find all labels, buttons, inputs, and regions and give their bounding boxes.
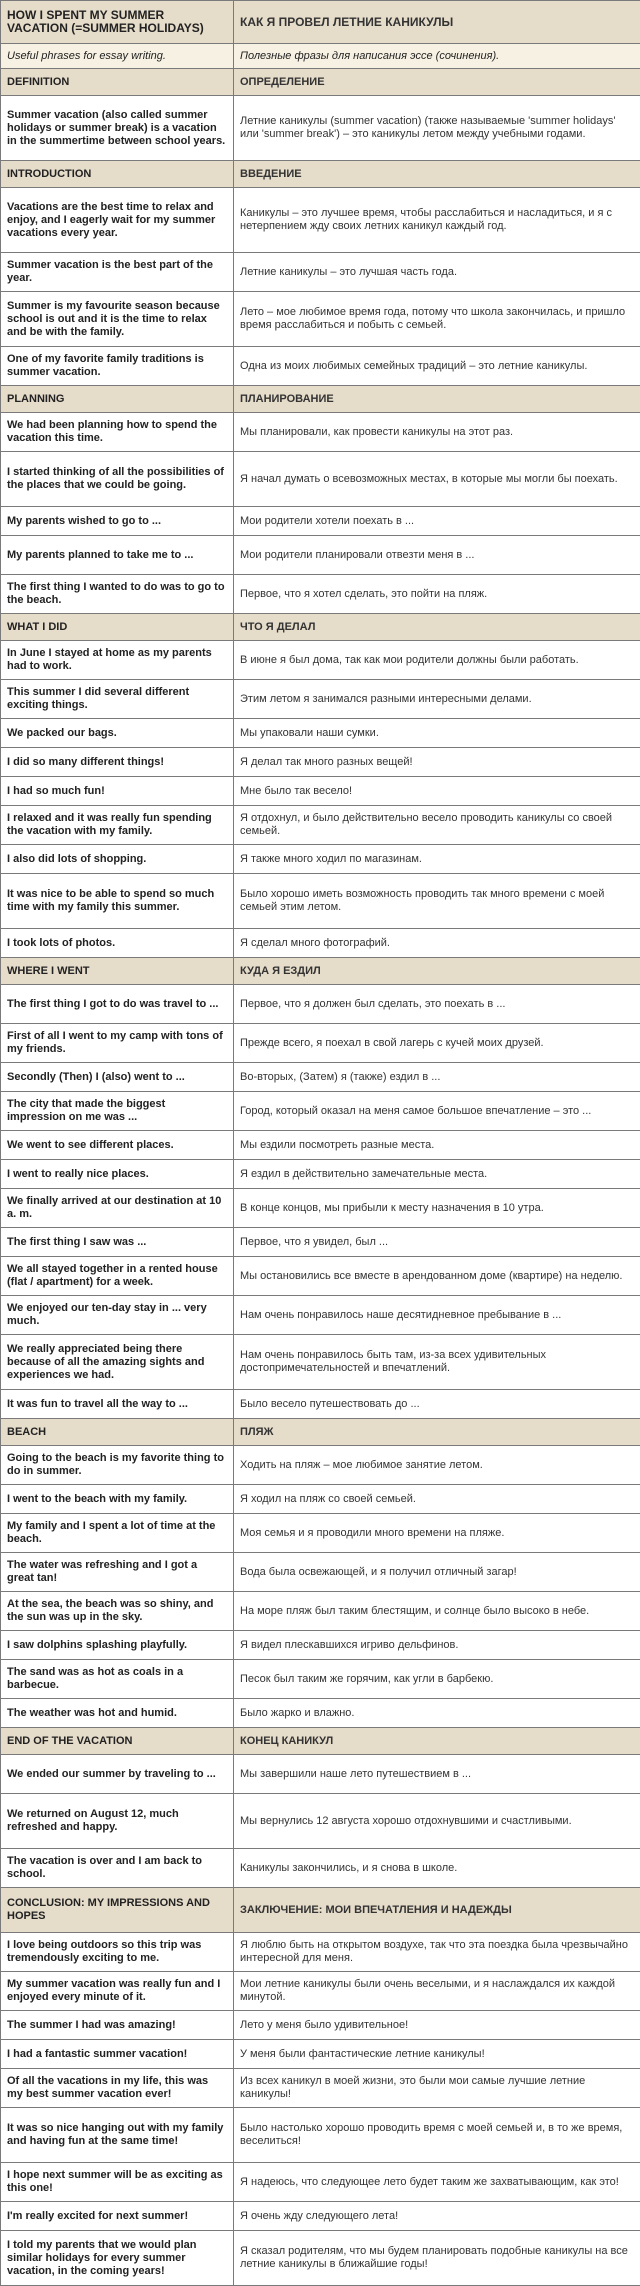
phrase-ru: Одна из моих любимых семейных традиций – это летние каникулы. xyxy=(234,347,640,386)
phrase-en: I also did lots of shopping. xyxy=(1,845,234,874)
phrase-row xyxy=(1,536,640,575)
phrase-en: I relaxed and it was really fun spending the vacation with my family. xyxy=(1,806,234,845)
phrase-ru: Я делал так много разных вещей! xyxy=(234,748,640,777)
phrase-row xyxy=(1,1514,640,1553)
phrase-ru: Этим летом я занимался разными интересными делами. xyxy=(234,680,640,719)
phrase-row xyxy=(1,413,640,452)
phrase-row xyxy=(1,1849,640,1888)
phrase-row xyxy=(1,680,640,719)
phrase-row xyxy=(1,1160,640,1189)
phrase-ru: Каникулы – это лучшее время, чтобы расслабиться и насладиться, и я с нетерпением жду своих летних каникул каждый год. xyxy=(234,188,640,253)
phrase-ru: Лето у меня было удивительное! xyxy=(234,2011,640,2040)
phrase-row xyxy=(1,1390,640,1419)
section-title-en: WHERE I WENT xyxy=(1,958,234,985)
note-ru: Полезные фразы для написания эссе (сочинения). xyxy=(234,44,640,69)
phrase-ru: Я начал думать о всевозможных местах, в которые мы могли бы поехать. xyxy=(234,452,640,507)
phrase-ru: Во-вторых, (Затем) я (также) ездил в ... xyxy=(234,1063,640,1092)
phrase-ru: Я люблю быть на открытом воздухе, так что эта поездка была чрезвычайно интересной для меня. xyxy=(234,1933,640,1972)
phrase-en: Of all the vacations in my life, this was my best summer vacation ever! xyxy=(1,2069,234,2108)
phrase-en: We finally arrived at our destination at 10 a. m. xyxy=(1,1189,234,1228)
phrase-en: We ended our summer by traveling to ... xyxy=(1,1755,234,1794)
section-title-en: INTRODUCTION xyxy=(1,161,234,188)
phrase-row xyxy=(1,347,640,386)
phrase-en: The first thing I got to do was travel to ... xyxy=(1,985,234,1024)
phrase-row xyxy=(1,2011,640,2040)
phrase-row xyxy=(1,748,640,777)
phrase-ru: Было хорошо иметь возможность проводить так много времени с моей семьей этим летом. xyxy=(234,874,640,929)
phrase-ru: Я ходил на пляж со своей семьей. xyxy=(234,1485,640,1514)
phrase-row xyxy=(1,2069,640,2108)
section-title-ru: КУДА Я ЕЗДИЛ xyxy=(240,965,321,977)
phrase-ru: В июне я был дома, так как мои родители должны были работать. xyxy=(234,641,640,680)
phrase-row xyxy=(1,1335,640,1390)
phrase-row xyxy=(1,452,640,507)
phrase-en: The water was refreshing and I got a great tan! xyxy=(1,1553,234,1592)
phrase-ru: Было весело путешествовать до ... xyxy=(234,1390,640,1419)
phrase-ru: Мне было так весело! xyxy=(234,777,640,806)
phrase-ru: Я надеюсь, что следующее лето будет таким же захватывающим, как это! xyxy=(234,2163,640,2202)
phrase-row xyxy=(1,2163,640,2202)
phrase-ru: Было настолько хорошо проводить время с моей семьей и, в то же время, веселиться! xyxy=(234,2108,640,2163)
phrase-row xyxy=(1,1024,640,1063)
phrase-en: The sand was as hot as coals in a barbecue. xyxy=(1,1660,234,1699)
phrase-row xyxy=(1,507,640,536)
phrase-ru: Мои летние каникулы были очень веселыми, и я наслаждался их каждой минутой. xyxy=(234,1972,640,2011)
phrases-table-body xyxy=(1,1,640,2286)
phrase-row xyxy=(1,1228,640,1257)
phrase-en: Secondly (Then) I (also) went to ... xyxy=(1,1063,234,1092)
phrase-row xyxy=(1,1131,640,1160)
phrase-ru: Я видел плескавшихся игриво дельфинов. xyxy=(234,1631,640,1660)
phrase-en: I told my parents that we would plan similar holidays for every summer vacation, in the coming years! xyxy=(1,2231,234,2286)
phrase-en: I went to the beach with my family. xyxy=(1,1485,234,1514)
phrase-row xyxy=(1,1446,640,1485)
phrase-en: It was nice to be able to spend so much time with my family this summer. xyxy=(1,874,234,929)
section-title-ru: ВВЕДЕНИЕ xyxy=(240,168,302,180)
section-header-row xyxy=(1,69,640,96)
phrase-ru: У меня были фантастические летние каникулы! xyxy=(234,2040,640,2069)
section-title-ru: КОНЕЦ КАНИКУЛ xyxy=(240,1735,333,1747)
phrase-row xyxy=(1,2040,640,2069)
phrase-en: The first thing I wanted to do was to go to the beach. xyxy=(1,575,234,614)
phrase-en: In June I stayed at home as my parents had to work. xyxy=(1,641,234,680)
phrase-en: This summer I did several different exciting things. xyxy=(1,680,234,719)
section-title-en: BEACH xyxy=(1,1419,234,1446)
phrase-en: It was so nice hanging out with my family and having fun at the same time! xyxy=(1,2108,234,2163)
phrase-ru: Я ездил в действительно замечательные места. xyxy=(234,1160,640,1189)
phrase-row xyxy=(1,1699,640,1728)
phrase-en: I took lots of photos. xyxy=(1,929,234,958)
phrase-ru: Мы остановились все вместе в арендованном доме (квартире) на неделю. xyxy=(234,1257,640,1296)
phrase-en: Vacations are the best time to relax and enjoy, and I eagerly wait for my summer vacations every year. xyxy=(1,188,234,253)
phrase-row xyxy=(1,2202,640,2231)
section-title-ru-cell xyxy=(234,161,640,188)
section-header-row xyxy=(1,1419,640,1446)
phrase-en: We all stayed together in a rented house (flat / apartment) for a week. xyxy=(1,1257,234,1296)
phrase-ru: Песок был таким же горячим, как угли в барбекю. xyxy=(234,1660,640,1699)
phrase-en: The weather was hot and humid. xyxy=(1,1699,234,1728)
section-title-ru: ПЛАНИРОВАНИЕ xyxy=(240,393,334,405)
phrase-ru: Каникулы закончились, и я снова в школе. xyxy=(234,1849,640,1888)
phrase-en: The first thing I saw was ... xyxy=(1,1228,234,1257)
phrase-ru: Моя семья и я проводили много времени на пляже. xyxy=(234,1514,640,1553)
section-header-row xyxy=(1,958,640,985)
phrase-row xyxy=(1,1972,640,2011)
phrase-en: My family and I spent a lot of time at the beach. xyxy=(1,1514,234,1553)
phrase-row xyxy=(1,1933,640,1972)
section-header-row xyxy=(1,1888,640,1933)
phrase-ru: Лето – мое любимое время года, потому что школа закончилась, и пришло время расслабиться и побыть с семьей. xyxy=(234,292,640,347)
phrase-en: I'm really excited for next summer! xyxy=(1,2202,234,2231)
phrase-en: Summer vacation (also called summer holidays or summer break) is a vacation in the summertime between school years. xyxy=(1,96,234,161)
phrase-row xyxy=(1,1063,640,1092)
phrase-row xyxy=(1,575,640,614)
phrase-ru: Мои родители планировали отвезти меня в ... xyxy=(234,536,640,575)
phrase-row xyxy=(1,806,640,845)
phrase-ru: Я сказал родителям, что мы будем планировать подобные каникулы на все летние каникулы в ближайшие годы! xyxy=(234,2231,640,2286)
phrase-row xyxy=(1,1553,640,1592)
phrase-ru: Нам очень понравилось быть там, из-за всех удивительных достопримечательностей и впечатлений. xyxy=(234,1335,640,1390)
phrase-row xyxy=(1,1092,640,1131)
phrase-ru: Мы вернулись 12 августа хорошо отдохнувшими и счастливыми. xyxy=(234,1794,640,1849)
section-title-ru-cell xyxy=(234,1888,640,1933)
note-en: Useful phrases for essay writing. xyxy=(1,44,234,69)
phrase-row xyxy=(1,96,640,161)
phrase-ru: Летние каникулы – это лучшая часть года. xyxy=(234,253,640,292)
phrase-row xyxy=(1,1296,640,1335)
phrase-row xyxy=(1,641,640,680)
section-header-row xyxy=(1,386,640,413)
phrase-en: My summer vacation was really fun and I enjoyed every minute of it. xyxy=(1,1972,234,2011)
phrase-row xyxy=(1,1257,640,1296)
section-title-ru-cell xyxy=(234,1728,640,1755)
phrase-en: One of my favorite family traditions is summer vacation. xyxy=(1,347,234,386)
phrase-en: Summer vacation is the best part of the year. xyxy=(1,253,234,292)
phrase-en: I love being outdoors so this trip was tremendously exciting to me. xyxy=(1,1933,234,1972)
phrase-en: I went to really nice places. xyxy=(1,1160,234,1189)
phrase-ru: Первое, что я хотел сделать, это пойти на пляж. xyxy=(234,575,640,614)
phrase-row xyxy=(1,777,640,806)
phrase-en: We packed our bags. xyxy=(1,719,234,748)
phrase-ru: В конце концов, мы прибыли к месту назначения в 10 утра. xyxy=(234,1189,640,1228)
phrase-row xyxy=(1,1794,640,1849)
title-ru-cell xyxy=(234,1,640,44)
phrase-en: I did so many different things! xyxy=(1,748,234,777)
phrase-ru: Мы упаковали наши сумки. xyxy=(234,719,640,748)
phrase-ru: Из всех каникул в моей жизни, это были мои самые лучшие летние каникулы! xyxy=(234,2069,640,2108)
phrase-en: I saw dolphins splashing playfully. xyxy=(1,1631,234,1660)
phrase-row xyxy=(1,253,640,292)
phrase-en: My parents wished to go to ... xyxy=(1,507,234,536)
phrase-ru: Первое, что я увидел, был ... xyxy=(234,1228,640,1257)
section-title-en: PLANNING xyxy=(1,386,234,413)
section-title-ru: ОПРЕДЕЛЕНИЕ xyxy=(240,76,325,88)
section-title-ru: ПЛЯЖ xyxy=(240,1426,273,1438)
title-en: HOW I SPENT MY SUMMER VACATION (=SUMMER HOLIDAYS) xyxy=(1,1,234,44)
section-title-ru: ЗАКЛЮЧЕНИЕ: МОИ ВПЕЧАТЛЕНИЯ И НАДЕЖДЫ xyxy=(240,1904,512,1916)
section-header-row xyxy=(1,1728,640,1755)
phrase-en: At the sea, the beach was so shiny, and the sun was up in the sky. xyxy=(1,1592,234,1631)
section-title-ru-cell xyxy=(234,958,640,985)
title-row xyxy=(1,1,640,44)
section-title-ru-cell xyxy=(234,386,640,413)
phrase-en: I had so much fun! xyxy=(1,777,234,806)
section-header-row xyxy=(1,614,640,641)
phrase-ru: Вода была освежающей, и я получил отличный загар! xyxy=(234,1553,640,1592)
phrase-row xyxy=(1,874,640,929)
phrase-ru: Я отдохнул, и было действительно весело проводить каникулы со своей семьей. xyxy=(234,806,640,845)
phrase-row xyxy=(1,1755,640,1794)
section-title-ru-cell xyxy=(234,1419,640,1446)
phrase-row xyxy=(1,292,640,347)
phrase-ru: Мои родители хотели поехать в ... xyxy=(234,507,640,536)
phrase-en: I had a fantastic summer vacation! xyxy=(1,2040,234,2069)
phrase-ru: Мы ездили посмотреть разные места. xyxy=(234,1131,640,1160)
phrase-en: We went to see different places. xyxy=(1,1131,234,1160)
phrase-row xyxy=(1,1189,640,1228)
phrase-en: Going to the beach is my favorite thing to do in summer. xyxy=(1,1446,234,1485)
section-title-en: DEFINITION xyxy=(1,69,234,96)
section-title-en: WHAT I DID xyxy=(1,614,234,641)
section-title-en: END OF THE VACATION xyxy=(1,1728,234,1755)
title-ru: КАК Я ПРОВЕЛ ЛЕТНИЕ КАНИКУЛЫ xyxy=(240,15,453,29)
section-title-ru: ЧТО Я ДЕЛАЛ xyxy=(240,621,315,633)
phrase-en: We really appreciated being there because of all the amazing sights and experiences we had. xyxy=(1,1335,234,1390)
phrase-row xyxy=(1,929,640,958)
phrase-row xyxy=(1,1631,640,1660)
phrase-row xyxy=(1,1485,640,1514)
phrase-en: My parents planned to take me to ... xyxy=(1,536,234,575)
phrase-ru: Я очень жду следующего лета! xyxy=(234,2202,640,2231)
note-row xyxy=(1,44,640,69)
phrase-en: We enjoyed our ten-day stay in ... very much. xyxy=(1,1296,234,1335)
phrase-row xyxy=(1,1660,640,1699)
phrase-en: I started thinking of all the possibilities of the places that we could be going. xyxy=(1,452,234,507)
phrase-row xyxy=(1,188,640,253)
section-title-en: CONCLUSION: MY IMPRESSIONS AND HOPES xyxy=(1,1888,234,1933)
section-title-ru-cell xyxy=(234,69,640,96)
phrase-ru: Город, который оказал на меня самое большое впечатление – это ... xyxy=(234,1092,640,1131)
phrase-ru: Я сделал много фотографий. xyxy=(234,929,640,958)
phrase-row xyxy=(1,2231,640,2286)
phrase-en: The city that made the biggest impression on me was ... xyxy=(1,1092,234,1131)
phrase-en: I hope next summer will be as exciting as this one! xyxy=(1,2163,234,2202)
section-header-row xyxy=(1,161,640,188)
phrase-en: The vacation is over and I am back to school. xyxy=(1,1849,234,1888)
phrase-ru: Мы завершили наше лето путешествием в ... xyxy=(234,1755,640,1794)
phrase-ru: Ходить на пляж – мое любимое занятие летом. xyxy=(234,1446,640,1485)
phrase-ru: Я также много ходил по магазинам. xyxy=(234,845,640,874)
phrase-ru: Первое, что я должен был сделать, это поехать в ... xyxy=(234,985,640,1024)
phrase-en: Summer is my favourite season because school is out and it is the time to relax and be with the family. xyxy=(1,292,234,347)
phrase-en: First of all I went to my camp with tons of my friends. xyxy=(1,1024,234,1063)
phrase-ru: Прежде всего, я поехал в свой лагерь с кучей моих друзей. xyxy=(234,1024,640,1063)
phrase-ru: Летние каникулы (summer vacation) (также называемые 'summer holidays' или 'summer break') – это каникулы летом между учебными годами. xyxy=(234,96,640,161)
phrase-row xyxy=(1,845,640,874)
phrase-row xyxy=(1,985,640,1024)
phrase-ru: Нам очень понравилось наше десятидневное пребывание в ... xyxy=(234,1296,640,1335)
phrase-en: We returned on August 12, much refreshed and happy. xyxy=(1,1794,234,1849)
phrase-row xyxy=(1,2108,640,2163)
phrase-row xyxy=(1,1592,640,1631)
phrase-en: We had been planning how to spend the vacation this time. xyxy=(1,413,234,452)
phrase-ru: На море пляж был таким блестящим, и солнце было высоко в небе. xyxy=(234,1592,640,1631)
phrase-ru: Мы планировали, как провести каникулы на этот раз. xyxy=(234,413,640,452)
phrase-en: It was fun to travel all the way to ... xyxy=(1,1390,234,1419)
phrase-en: The summer I had was amazing! xyxy=(1,2011,234,2040)
phrase-row xyxy=(1,719,640,748)
section-title-ru-cell xyxy=(234,614,640,641)
phrase-ru: Было жарко и влажно. xyxy=(234,1699,640,1728)
